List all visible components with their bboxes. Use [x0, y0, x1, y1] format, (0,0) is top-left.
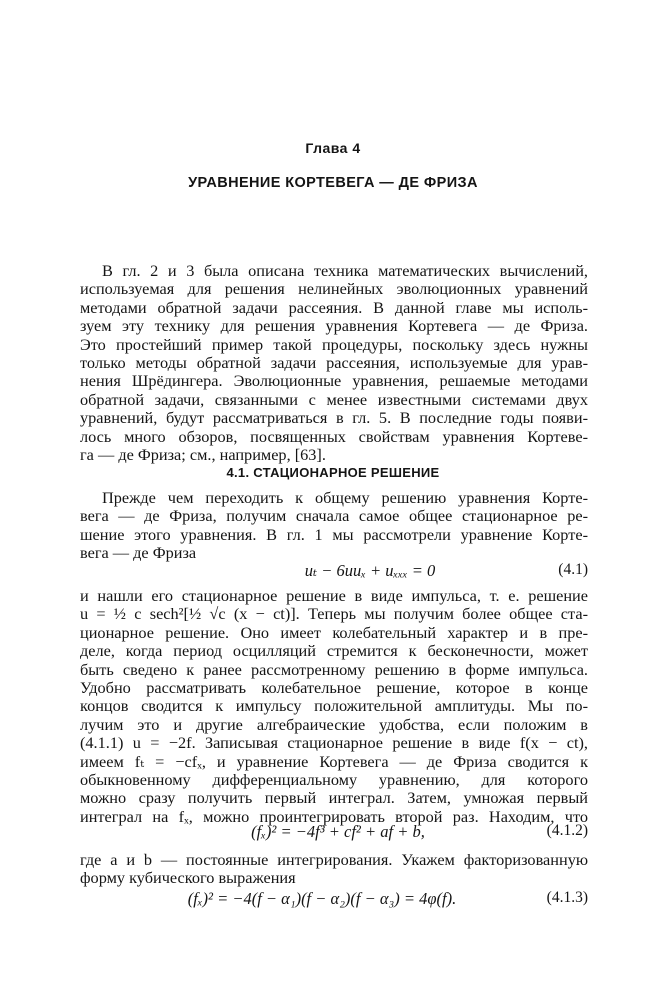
text-line: быть сведено к ранее рассмотренному решению в форме импульса.	[80, 660, 588, 679]
text-line: (4.1.1) u = −2f. Записывая стационарное решение в виде f(x − ct),	[80, 734, 588, 753]
text-line: форму кубического выражения	[80, 869, 296, 888]
section-paragraph-2	[80, 587, 588, 826]
text-line: концов сводится к импульсу положительной амплитуды. Мы по-	[80, 697, 588, 716]
text-line: только методы обратной задачи рассеяния, используемые для урав-	[80, 354, 588, 373]
text-line: уравнений, будут рассматриваться в гл. 5. В последние годы появи-	[80, 409, 588, 428]
text-line: Прежде чем переходить к общему решению уравнения Корте-	[102, 489, 588, 507]
equation-4-1	[80, 561, 588, 583]
section-paragraph-1	[80, 489, 588, 563]
text-line: Удобно рассматривать колебательное решение, которое в конце	[80, 679, 588, 698]
text-line: шение этого уравнения. В гл. 1 мы рассмотрели уравнение Кортe-	[80, 525, 588, 544]
section-paragraph-3	[80, 851, 588, 888]
text-line: вега — де Фриза	[80, 544, 197, 563]
equation-4-1-3	[80, 889, 588, 911]
text-line: лось много обзоров, посвященных свойствам уравнения Кортеве-	[80, 427, 588, 446]
equation-body: uₜ − 6uuₓ + uₓₓₓ = 0	[304, 561, 436, 580]
chapter-title: УРАВНЕНИЕ КОРТЕВЕГА — ДЕ ФРИЗА	[188, 175, 478, 191]
text-line: интеграл на fₓ, можно проинтегрировать второй раз. Находим, что	[80, 807, 588, 826]
text-line: лучим это и другие алгебраические удобства, если положим в	[80, 715, 588, 734]
text-line: используемая для решения нелинейных эволюционных уравнений	[80, 280, 588, 299]
equation-number: (4.1.2)	[546, 822, 588, 839]
text-line: u = ½ c sech²[½ √c (x − ct)]. Теперь мы получим более общее ста-	[80, 605, 588, 624]
text-line: методами обратной задачи рассеяния. В данной главе мы исполь-	[80, 298, 588, 317]
intro-paragraph	[80, 262, 588, 464]
text-line: вега — де Фриза, получим сначала самое общее стационарное ре-	[80, 507, 588, 526]
text-line: где a и b — постоянные интегрирования. Укажем факторизованную	[80, 851, 588, 869]
text-line: В гл. 2 и 3 была описана техника математических вычислений,	[102, 262, 588, 280]
text-line: имеем fₜ = −cfₓ, и уравнение Кортевега — де Фриза сводится к	[80, 752, 588, 771]
text-line: га — де Фриза; см., например, [63].	[80, 446, 326, 465]
text-line: обыкновенному дифференциальному уравнению, для которого	[80, 771, 588, 790]
equation-number: (4.1)	[558, 561, 588, 578]
text-line: обратной задачи, связанными с менее известными системами двух	[80, 390, 588, 409]
text-line: нения Шрёдингера. Эволюционные уравнения, решаемые методами	[80, 372, 588, 391]
equation-body: (fₓ)² = −4(f − α₁)(f − α₂)(f − α₃) = 4φ(f).	[187, 889, 457, 908]
chapter-label: Глава 4	[305, 140, 361, 156]
text-line: ционарное решение. Оно имеет колебательный характер и в пре-	[80, 623, 588, 642]
text-line: деле, когда период осцилляций стремится к бесконечности, может	[80, 642, 588, 661]
text-line: и нашли его стационарное решение в виде импульса, т. е. решение	[80, 587, 588, 605]
equation-4-1-2	[80, 822, 588, 844]
section-heading: 4.1. СТАЦИОНАРНОЕ РЕШЕНИЕ	[226, 465, 440, 480]
text-line: Это простейший пример такой процедуры, поскольку здесь нужны	[80, 335, 588, 354]
equation-number: (4.1.3)	[546, 889, 588, 906]
text-line: можно сразу получить первый интеграл. Затем, умножая первый	[80, 789, 588, 808]
equation-body: (fₓ)² = −4f³ + cf² + af + b,	[251, 822, 425, 841]
text-line: зуем эту технику для решения уравнения Кортевега — де Фриза.	[80, 317, 588, 336]
